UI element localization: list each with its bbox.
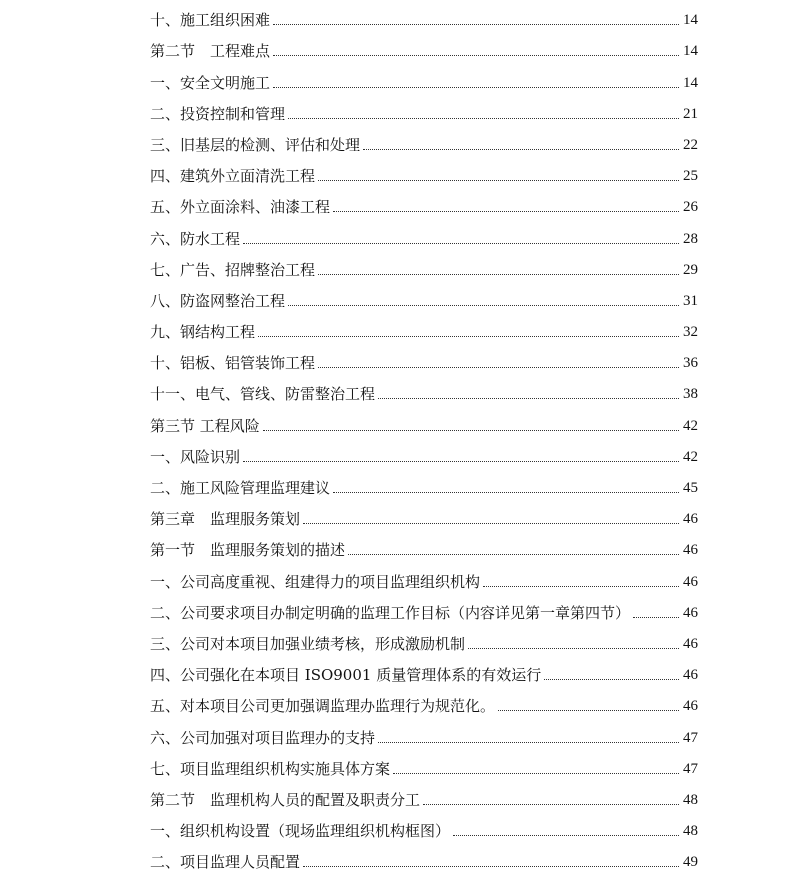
toc-entry[interactable] xyxy=(150,284,698,315)
toc-entry-page: 48 xyxy=(683,791,698,808)
toc-entry-title: 第三章 监理服务策划 xyxy=(150,510,301,529)
toc-entry-title: 四、建筑外立面清洗工程 xyxy=(150,167,316,186)
toc-leader-dots xyxy=(423,804,679,805)
toc-entry-page: 48 xyxy=(683,823,698,840)
toc-entry[interactable] xyxy=(150,845,698,876)
toc-entry-title: 五、外立面涂料、油漆工程 xyxy=(150,198,331,217)
toc-entry-page: 38 xyxy=(683,386,698,403)
toc-entry-title: 一、安全文明施工 xyxy=(150,73,271,92)
toc-leader-dots xyxy=(633,617,679,618)
toc-entry-page: 28 xyxy=(683,230,698,247)
toc-entry-page: 46 xyxy=(683,573,698,590)
toc-entry-page: 14 xyxy=(683,43,698,60)
toc-entry[interactable] xyxy=(150,658,698,689)
toc-entry-title: 第一节 监理服务策划的描述 xyxy=(150,541,346,560)
toc-entry[interactable] xyxy=(150,159,698,190)
toc-entry[interactable] xyxy=(150,128,698,159)
toc-entry-title: 一、风险识别 xyxy=(150,447,241,466)
toc-leader-dots xyxy=(273,55,679,56)
toc-entry[interactable] xyxy=(150,471,698,502)
toc-entry-title: 八、防盗网整治工程 xyxy=(150,291,286,310)
toc-leader-dots xyxy=(544,679,679,680)
toc-entry[interactable] xyxy=(150,97,698,128)
toc-entry-page: 31 xyxy=(683,292,698,309)
toc-leader-dots xyxy=(273,87,679,88)
toc-entry[interactable] xyxy=(150,3,698,34)
toc-entry-page: 46 xyxy=(683,667,698,684)
toc-leader-dots xyxy=(453,835,679,836)
toc-entry-page: 14 xyxy=(683,74,698,91)
toc-entry-title: 三、公司对本项目加强业绩考核，形成激励机制 xyxy=(150,634,466,653)
toc-entry-title: 三、旧基层的检测、评估和处理 xyxy=(150,135,361,154)
toc-leader-dots xyxy=(498,710,679,711)
toc-entry[interactable] xyxy=(150,315,698,346)
toc-entry[interactable] xyxy=(150,689,698,720)
toc-entry[interactable] xyxy=(150,627,698,658)
toc-leader-dots xyxy=(318,180,679,181)
toc-leader-dots xyxy=(378,742,679,743)
toc-entry-title: 七、广告、招牌整治工程 xyxy=(150,260,316,279)
toc-leader-dots xyxy=(393,773,679,774)
toc-leader-dots xyxy=(318,367,679,368)
toc-entry-page: 21 xyxy=(683,105,698,122)
toc-entry-page: 46 xyxy=(683,511,698,528)
toc-entry[interactable] xyxy=(150,377,698,408)
toc-entry[interactable] xyxy=(150,65,698,96)
toc-entry[interactable] xyxy=(150,596,698,627)
toc-entry-page: 46 xyxy=(683,604,698,621)
toc-entry-page: 47 xyxy=(683,729,698,746)
toc-leader-dots xyxy=(288,118,679,119)
toc-entry-page: 42 xyxy=(683,417,698,434)
toc-entry-page: 25 xyxy=(683,168,698,185)
toc-entry[interactable] xyxy=(150,190,698,221)
toc-leader-dots xyxy=(243,243,679,244)
toc-leader-dots xyxy=(483,586,679,587)
toc-entry-title: 四、公司强化在本项目 ISO9001 质量管理体系的有效运行 xyxy=(150,666,542,685)
toc-entry-page: 26 xyxy=(683,199,698,216)
toc-entry-title: 二、公司要求项目办制定明确的监理工作目标（内容详见第一章第四节） xyxy=(150,603,631,622)
toc-entry-title: 第二节 工程难点 xyxy=(150,42,271,61)
toc-entry[interactable] xyxy=(150,564,698,595)
toc-leader-dots xyxy=(348,554,679,555)
toc-entry-page: 49 xyxy=(683,854,698,871)
toc-entry[interactable] xyxy=(150,783,698,814)
toc-entry-title: 一、公司高度重视、组建得力的项目监理组织机构 xyxy=(150,572,481,591)
toc-entry[interactable] xyxy=(150,752,698,783)
toc-leader-dots xyxy=(333,492,679,493)
toc-entry-title: 一、组织机构设置（现场监理组织机构框图） xyxy=(150,822,451,841)
toc-entry-title: 六、公司加强对项目监理办的支持 xyxy=(150,728,376,747)
toc-entry-title: 十、铝板、铝管装饰工程 xyxy=(150,354,316,373)
toc-entry-page: 45 xyxy=(683,480,698,496)
toc-entry-title: 二、项目监理人员配置 xyxy=(150,853,301,872)
toc-entry[interactable] xyxy=(150,502,698,533)
toc-entry[interactable] xyxy=(150,440,698,471)
toc-entry-page: 46 xyxy=(683,635,698,652)
toc-entry[interactable] xyxy=(150,814,698,845)
toc-entry-title: 二、投资控制和管理 xyxy=(150,104,286,123)
toc-entry-page: 32 xyxy=(683,324,698,341)
toc-entry[interactable] xyxy=(150,533,698,564)
toc-entry[interactable] xyxy=(150,720,698,751)
toc-entry[interactable] xyxy=(150,253,698,284)
toc-entry-title: 二、施工风险管理监理建议 xyxy=(150,479,331,497)
toc-entry-page: 47 xyxy=(683,760,698,777)
toc-leader-dots xyxy=(243,461,679,462)
toc-entry[interactable] xyxy=(150,408,698,439)
toc-entry-page: 14 xyxy=(683,12,698,29)
toc-entry-page: 36 xyxy=(683,355,698,372)
toc-leader-dots xyxy=(468,648,679,649)
toc-leader-dots xyxy=(263,430,679,431)
toc-entry-title: 七、项目监理组织机构实施具体方案 xyxy=(150,759,391,778)
toc-leader-dots xyxy=(363,149,679,150)
toc-entry-title: 第三节 工程风险 xyxy=(150,416,260,435)
toc-leader-dots xyxy=(378,398,679,399)
toc-entry[interactable] xyxy=(150,34,698,65)
toc-entry-page: 46 xyxy=(683,698,698,715)
toc-leader-dots xyxy=(318,274,679,275)
toc-entry-page: 42 xyxy=(683,448,698,465)
toc-entry[interactable] xyxy=(150,221,698,252)
toc-leader-dots xyxy=(303,866,679,867)
toc-entry-title: 十、施工组织困难 xyxy=(150,11,271,30)
toc-entry-title: 六、防水工程 xyxy=(150,229,241,248)
toc-entry-page: 46 xyxy=(683,542,698,559)
toc-leader-dots xyxy=(288,305,679,306)
toc-entry[interactable] xyxy=(150,346,698,377)
table-of-contents xyxy=(150,3,698,876)
toc-leader-dots xyxy=(258,336,679,337)
toc-entry-title: 第二节 监理机构人员的配置及职责分工 xyxy=(150,790,421,809)
toc-entry-page: 22 xyxy=(683,136,698,153)
toc-entry-title: 九、钢结构工程 xyxy=(150,323,256,342)
toc-entry-title: 十一、电气、管线、防雷整治工程 xyxy=(150,385,376,404)
toc-leader-dots xyxy=(273,24,679,25)
toc-entry-page: 29 xyxy=(683,261,698,278)
toc-leader-dots xyxy=(303,523,679,524)
toc-leader-dots xyxy=(333,211,679,212)
toc-entry-title: 五、对本项目公司更加强调监理办监理行为规范化。 xyxy=(150,697,496,716)
